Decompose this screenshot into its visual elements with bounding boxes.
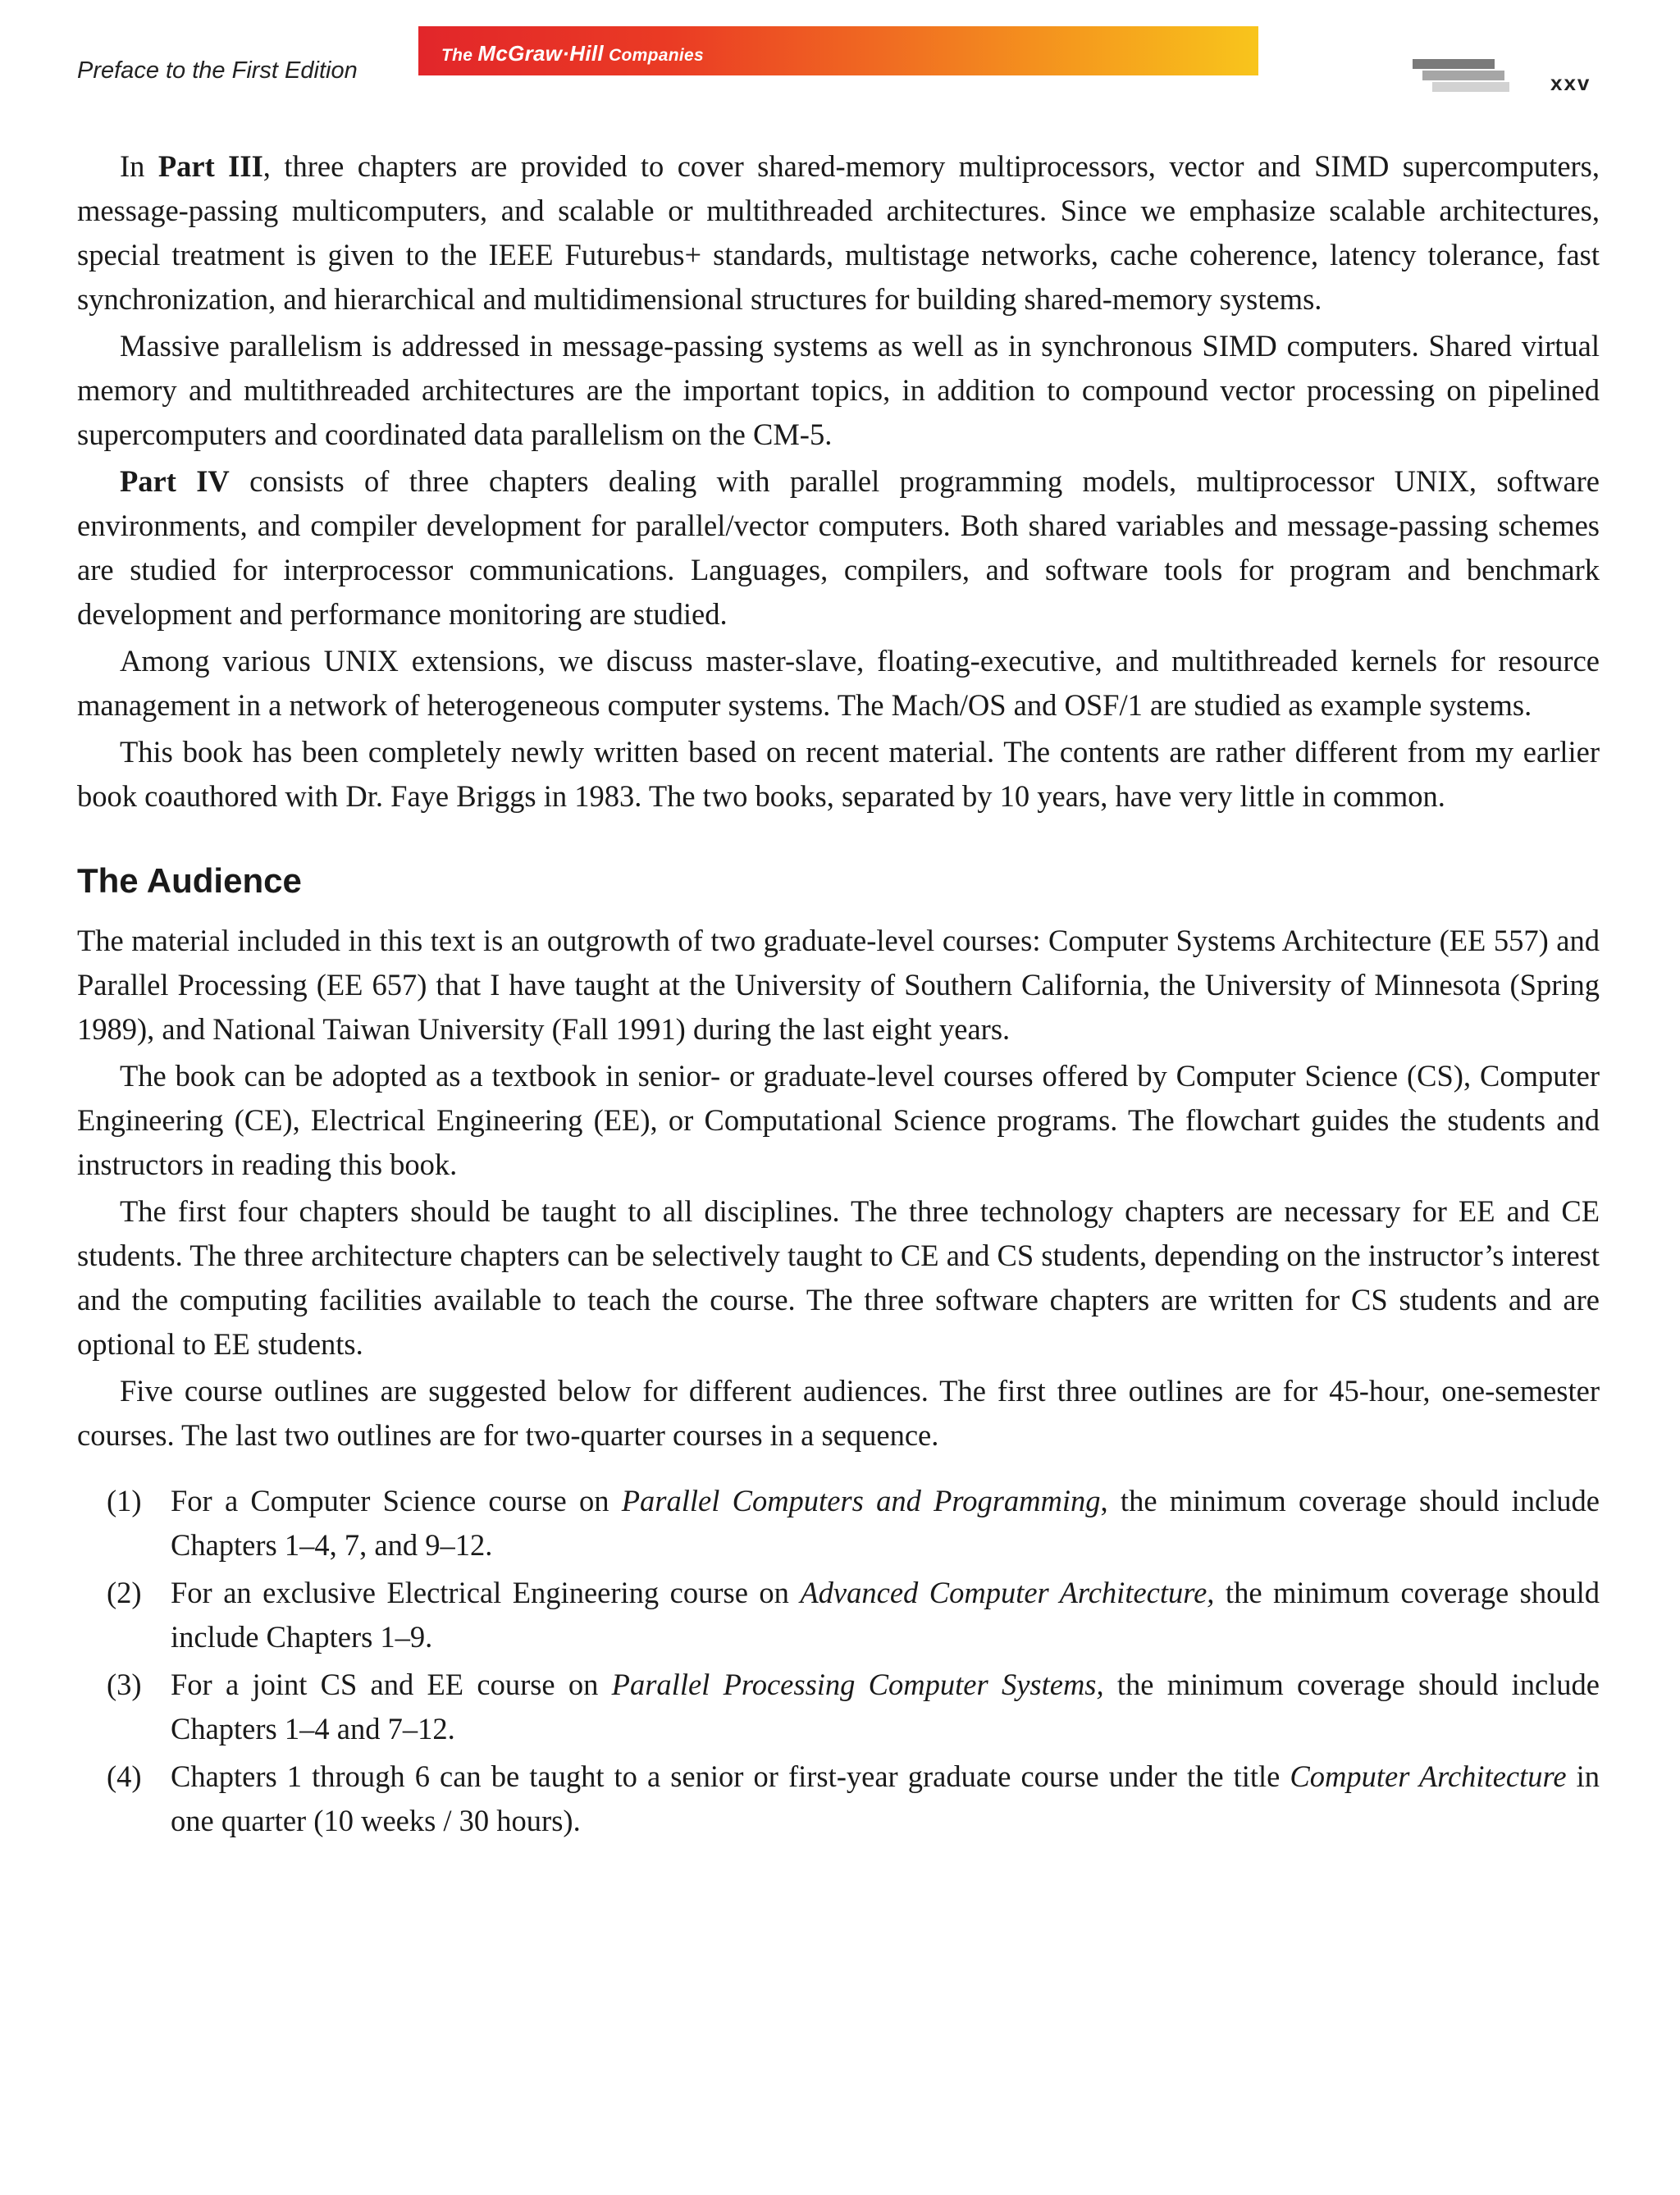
- course-outline-item: (2) For an exclusive Electrical Engineering course on Advanced Computer Architecture, the minimum coverage should include Chapters 1–9.: [107, 1576, 1600, 1654]
- publisher-logo-text: The McGraw·Hill Companies: [441, 41, 704, 66]
- page-body: [77, 144, 1600, 1846]
- paragraph-unix-extensions: Among various UNIX extensions, we discuss master-slave, floating-executive, and multithreaded kernels for resource management in a network of heterogeneous computer systems. The Mach/OS and OSF/1 are studied as example systems.: [77, 644, 1600, 722]
- section-heading-audience: The Audience: [77, 861, 302, 900]
- paragraph-part-iii: In Part III, three chapters are provided to cover shared-memory multiprocessors, vector and SIMD supercomputers, message-passing multicomputers, and scalable or multithreaded architectures. Since we emphasize scalable architectures, special treatment is given to the IEEE Futurebus+ standards, multistage networks, cache coherence, latency tolerance, fast synchronization, and hierarchical and multidimensional structures for building shared-memory systems.: [77, 149, 1600, 316]
- paragraph-part-iv: Part IV consists of three chapters dealing with parallel programming models, multiprocessor UNIX, software environments, and compiler development for parallel/vector computers. Both shared variables and message-passing schemes are studied for interprocessor communications. Languages, compilers, and software tools for program and benchmark development and performance monitoring are studied.: [77, 464, 1600, 631]
- running-head: Preface to the First Edition: [77, 57, 358, 84]
- paragraph-massive-parallelism: Massive parallelism is addressed in message-passing systems as well as in synchronous SIMD computers. Shared virtual memory and multithreaded architectures are the important topics, in addition to compound vector processing on pipelined supercomputers and coordinated data parallelism on the CM-5.: [77, 329, 1600, 451]
- course-outline-item: (4) Chapters 1 through 6 can be taught to a senior or first-year graduate course under the title Computer Architecture in one quarter (10 weeks / 30 hours).: [107, 1759, 1600, 1837]
- paragraph-audience-outlines: Five course outlines are suggested below for different audiences. The first three outlines are for 45-hour, one-semester courses. The last two outlines are for two-quarter courses in a sequence.: [77, 1374, 1600, 1452]
- paragraph-new-material: This book has been completely newly written based on recent material. The contents are rather different from my earlier book coauthored with Dr. Faye Briggs in 1983. The two books, separated by 10 years, have very little in common.: [77, 735, 1600, 813]
- part-iv-label: Part IV: [120, 464, 230, 498]
- part-iii-label: Part III: [158, 149, 263, 183]
- paragraph-audience-adoption: The book can be adopted as a textbook in senior- or graduate-level courses offered by Computer Science (CS), Computer Engineering (CE), Electrical Engineering (EE), or Computational Science programs. The flowchart guides the students and instructors in reading this book.: [77, 1059, 1600, 1181]
- course-outline-list: [77, 1479, 1600, 1843]
- page-number: xxv: [1550, 71, 1591, 95]
- paragraph-audience-material: The material included in this text is an outgrowth of two graduate-level courses: Computer Systems Architecture (EE 557) and Parallel Processing (EE 657) that I have taught at the University of Southern California, the University of Minnesota (Spring 1989), and National Taiwan University (Fall 1991) during the last eight years.: [77, 924, 1600, 1046]
- decorative-bars: [1413, 59, 1509, 94]
- course-outline-item: (3) For a joint CS and EE course on Parallel Processing Computer Systems, the minimum coverage should include Chapters 1–4 and 7–12.: [107, 1668, 1600, 1746]
- publisher-banner: [418, 26, 1258, 75]
- course-outline-item: (1) For a Computer Science course on Parallel Computers and Programming, the minimum coverage should include Chapters 1–4, 7, and 9–12.: [107, 1484, 1600, 1562]
- paragraph-audience-chapters: The first four chapters should be taught to all disciplines. The three technology chapters are necessary for EE and CE students. The three architecture chapters can be selectively taught to CE and CS students, depending on the instructor’s interest and the computing facilities available to teach the course. The three software chapters are written for CS students and are optional to EE students.: [77, 1194, 1600, 1361]
